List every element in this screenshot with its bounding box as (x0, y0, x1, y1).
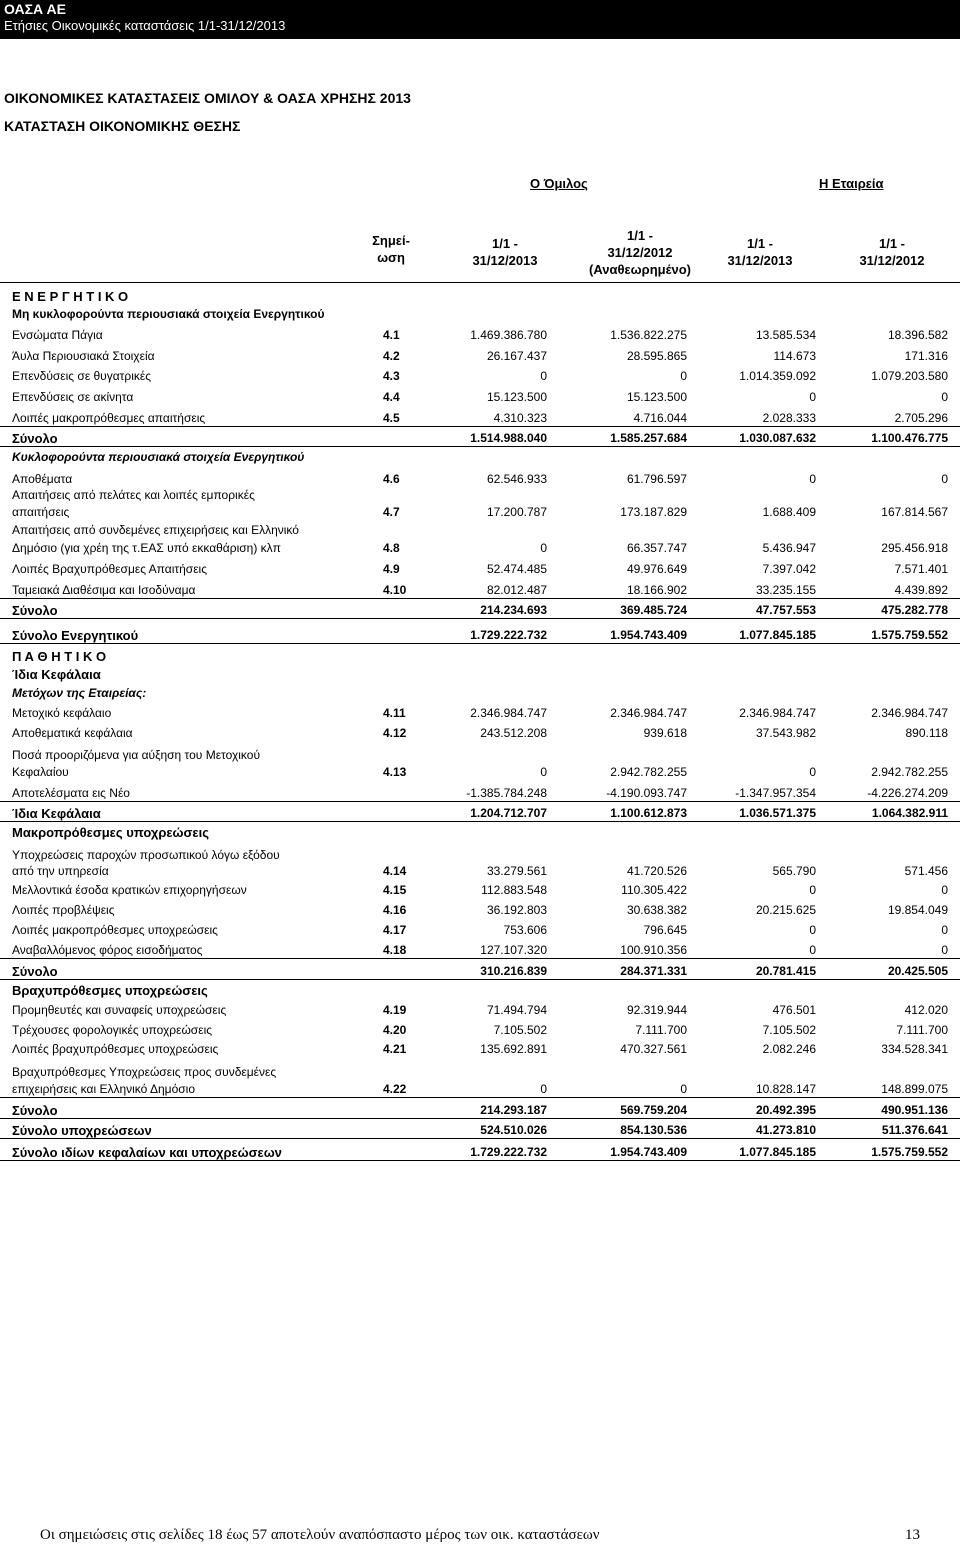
row-note: 4.4 (383, 390, 400, 404)
table-row (0, 1079, 960, 1098)
row-value-col1: 310.216.839 (480, 964, 547, 978)
row-value-col4: 511.376.641 (881, 1123, 948, 1137)
row-value-col3: 0 (809, 765, 816, 779)
row-value-col3: 114.673 (773, 349, 816, 363)
row-value-col2: 18.166.902 (626, 583, 687, 597)
row-label: Ταμειακά Διαθέσιμα και Ισοδύναμα (12, 583, 196, 597)
row-value-col3: 565.790 (772, 864, 816, 878)
table-row (0, 684, 960, 701)
row-note: 4.16 (383, 903, 407, 917)
row-value-col4: 171.316 (904, 349, 948, 363)
row-value-col4: 490.951.136 (881, 1103, 948, 1117)
column-header-note: Σημεί- ωση (372, 233, 410, 265)
row-note: 4.21 (383, 1042, 407, 1056)
row-value-col1: 7.105.502 (493, 1023, 547, 1037)
row-value-col4: 2.942.782.255 (871, 765, 948, 779)
row-label: Άυλα Περιουσιακά Στοιχεία (12, 349, 155, 363)
row-label: Αναβαλλόμενος φόρος εισοδήματος (12, 943, 203, 957)
table-row (0, 287, 960, 304)
row-label: Τρέχουσες φορολογικές υποχρεώσεις (12, 1023, 213, 1037)
table-row (0, 862, 960, 879)
row-value-col4: 148.899.075 (881, 1082, 948, 1096)
row-value-col3: 5.436.947 (762, 541, 816, 555)
row-label: Μη κυκλοφορούντα περιουσιακά στοιχεία Ενεργητικού (12, 307, 325, 321)
row-value-col4: 412.020 (904, 1003, 948, 1017)
row-value-col2: 28.595.865 (626, 349, 687, 363)
table-row (0, 1142, 960, 1161)
row-value-col3: 0 (809, 943, 816, 957)
table-row (0, 486, 960, 503)
row-value-col1: 243.512.208 (480, 726, 547, 740)
row-label: Ίδια Κεφάλαια (12, 806, 101, 821)
table-row (0, 521, 960, 538)
table-row (0, 1001, 960, 1018)
row-value-col3: 33.235.155 (755, 583, 816, 597)
row-note: 4.13 (383, 765, 407, 779)
row-value-col3: 1.030.087.632 (739, 431, 816, 445)
row-note: 4.6 (383, 472, 400, 486)
table-row (0, 470, 960, 487)
row-value-col2: -4.190.093.747 (606, 786, 687, 800)
row-value-col3: 20.215.625 (755, 903, 816, 917)
row-value-col4: 7.571.401 (894, 562, 948, 576)
row-value-col1: 1.729.222.732 (470, 628, 547, 642)
table-row (0, 783, 960, 802)
row-value-col1: 0 (540, 1082, 547, 1096)
row-value-col4: 1.079.203.580 (871, 369, 948, 383)
row-value-col3: 0 (809, 390, 816, 404)
row-value-col2: 92.319.944 (626, 1003, 687, 1017)
row-note: 4.9 (383, 562, 400, 576)
table-row (0, 305, 960, 322)
table-row (0, 560, 960, 577)
row-value-col2: 369.485.724 (620, 603, 687, 617)
row-value-col2: 110.305.422 (621, 883, 687, 897)
row-label: Μακροπρόθεσμες υποχρεώσεις (12, 825, 209, 840)
row-value-col1: 135.692.891 (480, 1042, 547, 1056)
row-value-col4: -4.226.274.209 (867, 786, 948, 800)
row-value-col2: 4.716.044 (633, 411, 687, 425)
row-value-col2: 30.638.382 (626, 903, 687, 917)
row-label: Σύνολο (12, 431, 58, 446)
row-label: Υποχρεώσεις παροχών προσωπικού λόγω εξόδου (12, 848, 280, 862)
row-value-col4: 0 (941, 923, 948, 937)
row-value-col1: 36.192.803 (486, 903, 547, 917)
row-value-col1: 0 (540, 765, 547, 779)
row-label: Ποσά προοριζόμενα για αύξηση του Μετοχικού (12, 748, 261, 762)
table-row (0, 665, 960, 682)
row-value-col4: 0 (941, 472, 948, 486)
row-label: Αποθεματικά κεφάλαια (12, 726, 133, 740)
row-value-col1: 52.474.485 (486, 562, 547, 576)
table-row (0, 1063, 960, 1080)
row-value-col1: 26.167.437 (486, 349, 547, 363)
row-note: 4.11 (383, 706, 406, 720)
row-label: Μετοχικό κεφάλαιο (12, 706, 112, 720)
row-value-col2: 470.327.561 (620, 1042, 687, 1056)
row-value-col1: 1.514.988.040 (470, 431, 547, 445)
row-note: 4.10 (383, 583, 407, 597)
row-label: Κυκλοφορούντα περιουσιακά στοιχεία Ενεργητικού (12, 450, 305, 464)
row-value-col4: 1.064.382.911 (871, 806, 948, 820)
row-value-col3: 47.757.553 (755, 603, 816, 617)
row-label: Ίδια Κεφάλαια (12, 667, 101, 682)
row-value-col2: 796.645 (643, 923, 687, 937)
row-value-col3: 41.273.810 (755, 1123, 816, 1137)
table-row (0, 347, 960, 364)
row-value-col2: 15.123.500 (626, 390, 687, 404)
row-label: Απαιτήσεις από πελάτες και λοιπές εμπορικές (12, 488, 255, 502)
table-row (0, 408, 960, 427)
row-value-col2: 1.954.743.409 (610, 1145, 687, 1159)
row-value-col3: 1.036.571.375 (739, 806, 816, 820)
table-row (0, 539, 960, 556)
row-value-col2: 61.796.597 (626, 472, 687, 486)
row-note: 4.1 (383, 328, 400, 342)
table-row (0, 901, 960, 918)
row-value-col2: 100.910.356 (620, 943, 687, 957)
row-value-col3: -1.347.957.354 (735, 786, 816, 800)
column-header-group-2012: 1/1 - 31/12/2012 (Αναθεωρημένο) (589, 228, 691, 277)
table-row (0, 940, 960, 959)
row-label: Λοιπές μακροπρόθεσμες υποχρεώσεις (12, 923, 218, 937)
column-header-group-2013: 1/1 - 31/12/2013 (472, 236, 538, 268)
company-name: ΟΑΣΑ ΑΕ (4, 1, 66, 17)
table-row (0, 326, 960, 343)
table-row (0, 1100, 960, 1119)
row-note: 4.19 (383, 1003, 407, 1017)
company-heading: Η Εταιρεία (819, 176, 884, 191)
table-row (0, 367, 960, 384)
row-value-col2: 41.720.526 (626, 864, 687, 878)
row-value-col3: 1.077.845.185 (739, 1145, 816, 1159)
row-value-col1: 1.729.222.732 (470, 1145, 547, 1159)
row-label: Επενδύσεις σε θυγατρικές (12, 369, 152, 383)
row-label: Απαιτήσεις από συνδεμένες επιχειρήσεις και Ελληνικό (12, 523, 299, 537)
row-note: 4.15 (383, 883, 407, 897)
row-value-col1: -1.385.784.248 (466, 786, 547, 800)
row-value-col1: 753.606 (503, 923, 547, 937)
row-label: Βραχυπρόθεσμες Υποχρεώσεις προς συνδεμένες (12, 1065, 277, 1079)
row-value-col4: 0 (941, 390, 948, 404)
row-label: Σύνολο (12, 603, 58, 618)
table-row (0, 961, 960, 980)
row-value-col2: 2.346.984.747 (610, 706, 687, 720)
table-row (0, 428, 960, 447)
row-label: Σύνολο ιδίων κεφαλαίων και υποχρεώσεων (12, 1145, 282, 1160)
footer-note: Οι σημειώσεις στις σελίδες 18 έως 57 αποτελούν αναπόσπαστο μέρος των οικ. καταστάσεων (40, 1527, 600, 1543)
table-row (0, 647, 960, 664)
row-value-col1: 2.346.984.747 (470, 706, 547, 720)
row-value-col1: 214.293.187 (480, 1103, 547, 1117)
table-row (0, 600, 960, 619)
row-value-col3: 0 (809, 923, 816, 937)
row-value-col3: 7.397.042 (762, 562, 816, 576)
row-value-col4: 18.396.582 (887, 328, 948, 342)
row-value-col1: 0 (540, 541, 547, 555)
row-label: Προμηθευτές και συναφείς υποχρεώσεις (12, 1003, 227, 1017)
row-value-col2: 173.187.829 (620, 505, 687, 519)
row-label: Λοιπές προβλέψεις (12, 903, 115, 917)
row-value-col4: 1.575.759.552 (871, 628, 948, 642)
row-label: Π Α Θ Η Τ Ι Κ Ο (12, 649, 107, 664)
row-value-col4: 19.854.049 (887, 903, 948, 917)
row-value-col1: 0 (540, 369, 547, 383)
row-label: Ενσώματα Πάγια (12, 328, 103, 342)
row-value-col4: 7.111.700 (896, 1023, 948, 1037)
table-row (0, 1040, 960, 1057)
row-value-col2: 1.954.743.409 (610, 628, 687, 642)
row-value-col1: 1.469.386.780 (470, 328, 547, 342)
row-value-col4: 1.100.476.775 (871, 431, 948, 445)
row-value-col2: 7.111.700 (635, 1023, 687, 1037)
row-value-col1: 82.012.487 (486, 583, 547, 597)
row-value-col2: 1.585.257.684 (610, 431, 687, 445)
table-row (0, 763, 960, 780)
row-label: επιχειρήσεις και Ελληνικό Δημόσιο (12, 1082, 196, 1096)
table-row (0, 448, 960, 465)
row-label: Σύνολο (12, 1103, 58, 1118)
row-value-col1: 524.510.026 (480, 1123, 547, 1137)
row-value-col2: 284.371.331 (620, 964, 687, 978)
row-note: 4.7 (383, 505, 400, 519)
table-row (0, 580, 960, 599)
row-value-col1: 62.546.933 (486, 472, 547, 486)
page-number: 13 (905, 1527, 920, 1543)
table-row (0, 503, 960, 520)
row-value-col1: 17.200.787 (486, 505, 547, 519)
column-header-company-2013: 1/1 - 31/12/2013 (727, 236, 793, 268)
row-label: Λοιπές Βραχυπρόθεσμες Απαιτήσεις (12, 562, 207, 576)
row-value-col4: 167.814.567 (881, 505, 948, 519)
main-title: ΟΙΚΟΝΟΜΙΚΕΣ ΚΑΤΑΣΤΑΣΕΙΣ ΟΜΙΛΟΥ & ΟΑΣΑ ΧΡΗΣΗΣ 2013 (4, 90, 411, 106)
table-row (0, 981, 960, 998)
row-label: από την υπηρεσία (12, 864, 109, 878)
column-header-company-2012: 1/1 - 31/12/2012 (859, 236, 925, 268)
row-note: 4.18 (383, 943, 407, 957)
row-value-col1: 4.310.323 (493, 411, 547, 425)
row-label: Επενδύσεις σε ακίνητα (12, 390, 134, 404)
row-label: Ε Ν Ε Ρ Γ Η Τ Ι Κ Ο (12, 289, 129, 304)
row-label: Αποτελέσματα εις Νέο (12, 786, 130, 800)
row-value-col3: 2.082.246 (762, 1042, 816, 1056)
row-value-col1: 1.204.712.707 (470, 806, 547, 820)
row-value-col4: 295.456.918 (881, 541, 948, 555)
row-value-col2: 854.130.536 (620, 1123, 687, 1137)
row-note: 4.2 (383, 349, 400, 363)
row-label: Σύνολο Ενεργητικού (12, 628, 139, 643)
row-value-col1: 112.883.548 (481, 883, 547, 897)
row-value-col2: 66.357.747 (626, 541, 687, 555)
row-value-col2: 2.942.782.255 (610, 765, 687, 779)
row-label: Αποθέματα (12, 472, 73, 486)
row-value-col3: 1.688.409 (762, 505, 816, 519)
table-row (0, 1120, 960, 1139)
table-row (0, 1021, 960, 1038)
row-label: Λοιπές βραχυπρόθεσμες υποχρεώσεις (12, 1042, 219, 1056)
table-row (0, 388, 960, 405)
row-note: 4.17 (383, 923, 407, 937)
row-value-col1: 71.494.794 (486, 1003, 547, 1017)
row-value-col1: 15.123.500 (486, 390, 547, 404)
table-row (0, 724, 960, 741)
row-value-col4: 2.705.296 (894, 411, 948, 425)
row-value-col4: 2.346.984.747 (871, 706, 948, 720)
row-value-col4: 0 (941, 943, 948, 957)
row-value-col2: 1.536.822.275 (610, 328, 687, 342)
row-note: 4.8 (383, 541, 400, 555)
table-row (0, 746, 960, 763)
row-value-col1: 33.279.561 (486, 864, 547, 878)
group-heading: Ο Όμιλος (530, 176, 588, 191)
table-row (0, 704, 960, 721)
table-row (0, 823, 960, 840)
row-value-col3: 1.014.359.092 (739, 369, 816, 383)
table-row (0, 625, 960, 644)
row-value-col2: 49.976.649 (626, 562, 687, 576)
row-value-col3: 37.543.982 (755, 726, 816, 740)
row-value-col3: 2.346.984.747 (739, 706, 816, 720)
row-note: 4.12 (383, 726, 407, 740)
row-value-col4: 475.282.778 (881, 603, 948, 617)
row-value-col3: 476.501 (772, 1003, 816, 1017)
row-label: Σύνολο (12, 964, 58, 979)
row-label: Μελλοντικά έσοδα κρατικών επιχορηγήσεων (12, 883, 247, 897)
row-label: Κεφαλαίου (12, 765, 69, 779)
row-value-col4: 1.575.759.552 (871, 1145, 948, 1159)
table-row (0, 803, 960, 822)
row-label: Σύνολο υποχρεώσεων (12, 1123, 152, 1138)
table-row (0, 881, 960, 898)
table-row (0, 846, 960, 863)
row-label: Λοιπές μακροπρόθεσμες απαιτήσεις (12, 411, 206, 425)
row-value-col2: 0 (680, 369, 687, 383)
row-value-col4: 334.528.341 (881, 1042, 948, 1056)
row-value-col2: 569.759.204 (620, 1103, 687, 1117)
row-value-col4: 0 (941, 883, 948, 897)
row-value-col3: 1.077.845.185 (739, 628, 816, 642)
row-note: 4.22 (383, 1082, 407, 1096)
row-label: Βραχυπρόθεσμες υποχρεώσεις (12, 983, 208, 998)
row-value-col3: 20.492.395 (755, 1103, 816, 1117)
row-value-col3: 10.828.147 (755, 1082, 816, 1096)
row-label: Μετόχων της Εταιρείας: (12, 686, 147, 700)
row-value-col4: 890.118 (905, 726, 948, 740)
row-note: 4.20 (383, 1023, 407, 1037)
row-value-col4: 20.425.505 (887, 964, 948, 978)
row-value-col2: 939.618 (643, 726, 687, 740)
row-value-col3: 7.105.502 (762, 1023, 816, 1037)
row-value-col3: 0 (809, 883, 816, 897)
row-value-col2: 1.100.612.873 (610, 806, 687, 820)
row-value-col1: 214.234.693 (480, 603, 547, 617)
row-value-col3: 0 (809, 472, 816, 486)
row-note: 4.5 (383, 411, 400, 425)
row-label: Δημόσιο (για χρέη της τ.ΕΑΣ υπό εκκαθάριση) κλπ (12, 541, 281, 555)
row-value-col2: 0 (680, 1082, 687, 1096)
row-value-col4: 4.439.892 (894, 583, 948, 597)
row-note: 4.3 (383, 369, 400, 383)
row-value-col3: 20.781.415 (755, 964, 816, 978)
row-label: απαιτήσεις (12, 505, 70, 519)
statement-title: ΚΑΤΑΣΤΑΣΗ ΟΙΚΟΝΟΜΙΚΗΣ ΘΕΣΗΣ (4, 118, 241, 134)
row-value-col3: 2.028.333 (762, 411, 816, 425)
row-value-col3: 13.585.534 (755, 328, 816, 342)
row-note: 4.14 (383, 864, 407, 878)
row-value-col4: 571.456 (904, 864, 948, 878)
document-subtitle: Ετήσιες Οικονομικές καταστάσεις 1/1-31/12/2013 (4, 18, 286, 33)
row-value-col1: 127.107.320 (480, 943, 547, 957)
table-row (0, 921, 960, 938)
